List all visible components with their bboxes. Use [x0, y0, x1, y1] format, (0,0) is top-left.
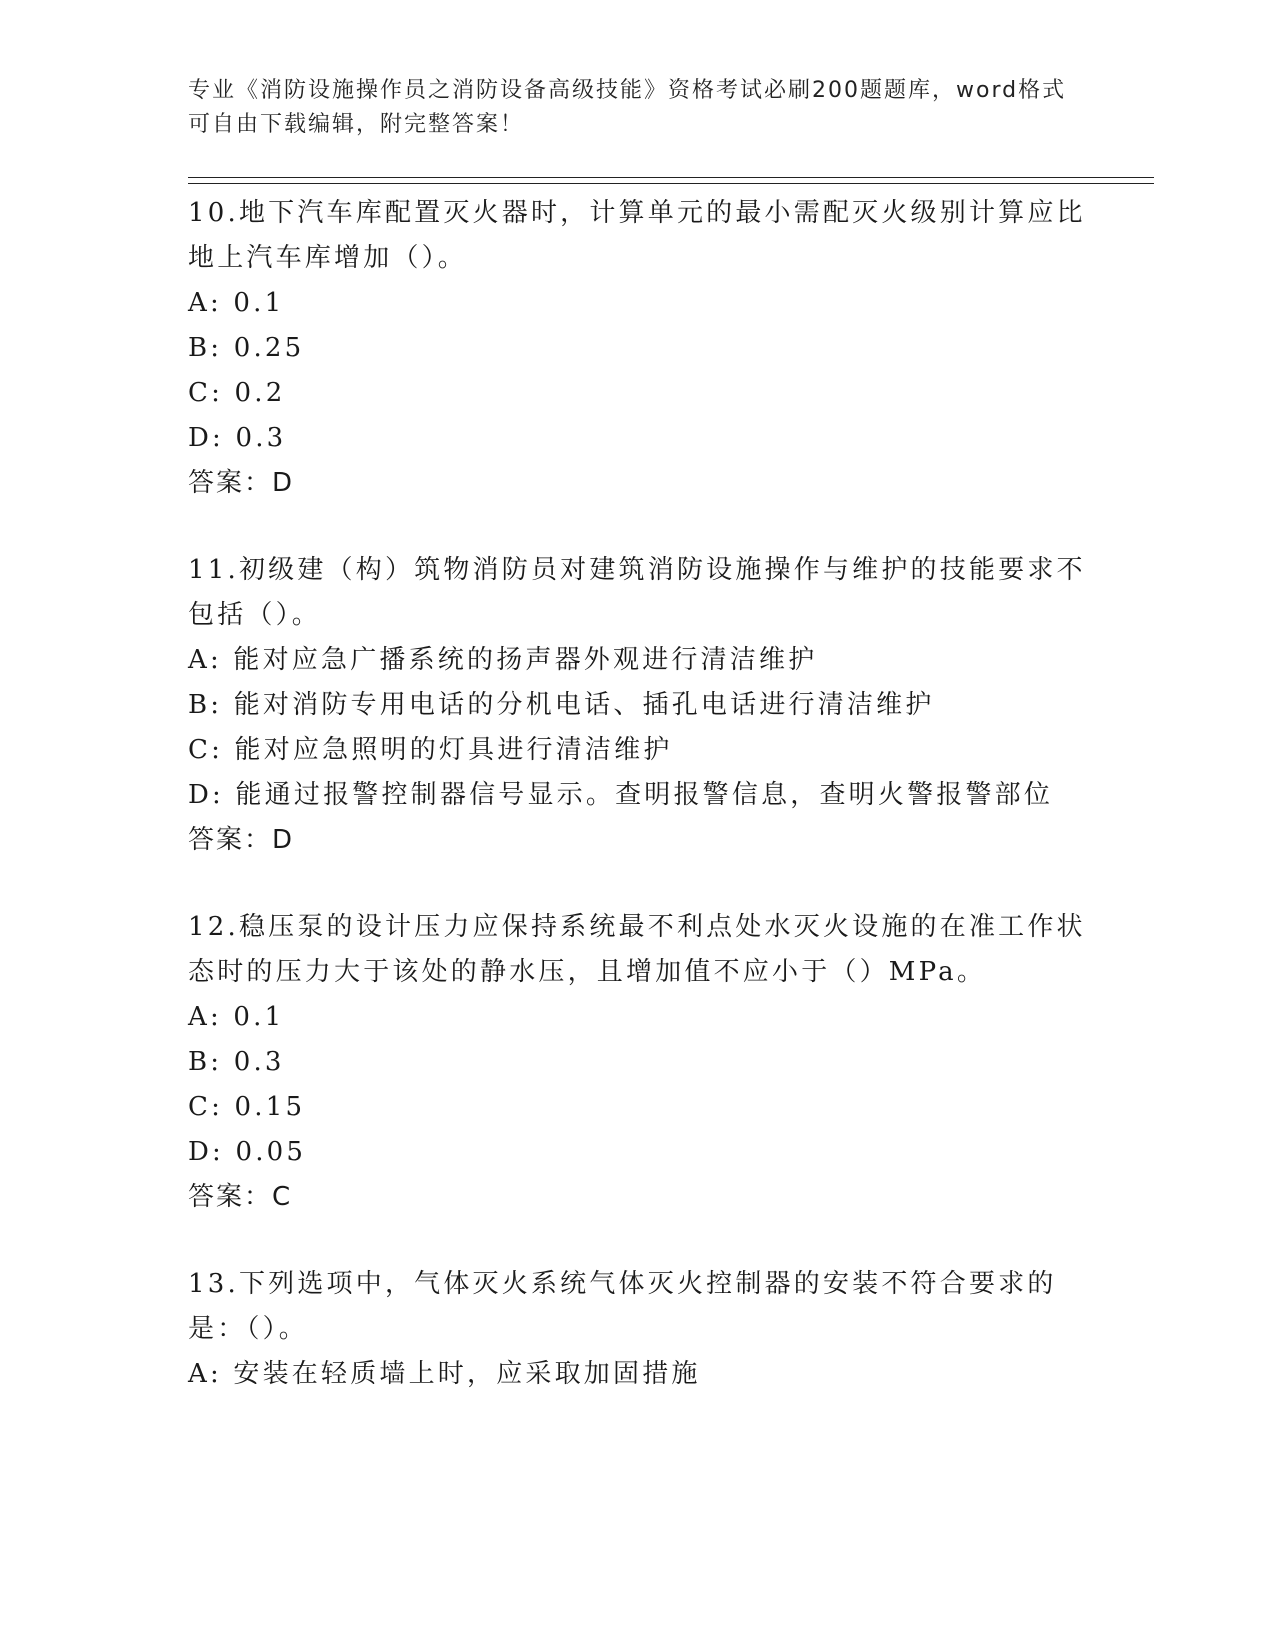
- option-b: B: 0.25: [188, 333, 305, 363]
- option-c: C: 0.2: [188, 378, 286, 408]
- answer-line: 答案：C: [188, 1182, 293, 1212]
- option-b: B: 能对消防专用电话的分机电话、插孔电话进行清洁维护: [188, 690, 935, 720]
- option-d: D: 0.3: [188, 423, 287, 453]
- header-divider-top: [188, 177, 1154, 178]
- document-header: 专业《消防设施操作员之消防设备高级技能》资格考试必刷200题题库，word格式可自由下载编辑，附完整答案！: [188, 78, 1067, 137]
- question-11: [188, 548, 1088, 863]
- question-list: [188, 191, 1088, 1439]
- question-13: [188, 1262, 1088, 1397]
- option-c: C: 能对应急照明的灯具进行清洁维护: [188, 735, 673, 765]
- option-c: C: 0.15: [188, 1092, 306, 1122]
- header-divider-bottom: [188, 183, 1154, 184]
- option-a: A: 0.1: [188, 288, 285, 318]
- answer-line: 答案：D: [188, 825, 295, 855]
- option-d: D: 能通过报警控制器信号显示。查明报警信息，查明火警报警部位: [188, 780, 1054, 810]
- question-stem: 12.稳压泵的设计压力应保持系统最不利点处水灭火设施的在准工作状态时的压力大于该处的静水压，且增加值不应小于（）MPa。: [188, 912, 1086, 987]
- question-stem: 13.下列选项中，气体灭火系统气体灭火控制器的安装不符合要求的是：（）。: [188, 1269, 1057, 1344]
- question-stem: 10.地下汽车库配置灭火器时，计算单元的最小需配灭火级别计算应比地上汽车库增加（）。: [188, 198, 1086, 273]
- question-stem: 11.初级建（构）筑物消防员对建筑消防设施操作与维护的技能要求不包括（）。: [188, 555, 1086, 630]
- option-b: B: 0.3: [188, 1047, 285, 1077]
- option-d: D: 0.05: [188, 1137, 307, 1167]
- question-12: [188, 905, 1088, 1220]
- question-10: [188, 191, 1088, 506]
- answer-line: 答案：D: [188, 468, 295, 498]
- option-a: A: 0.1: [188, 1002, 285, 1032]
- option-a: A: 能对应急广播系统的扬声器外观进行清洁维护: [188, 645, 818, 675]
- option-a: A: 安装在轻质墙上时，应采取加固措施: [188, 1359, 701, 1389]
